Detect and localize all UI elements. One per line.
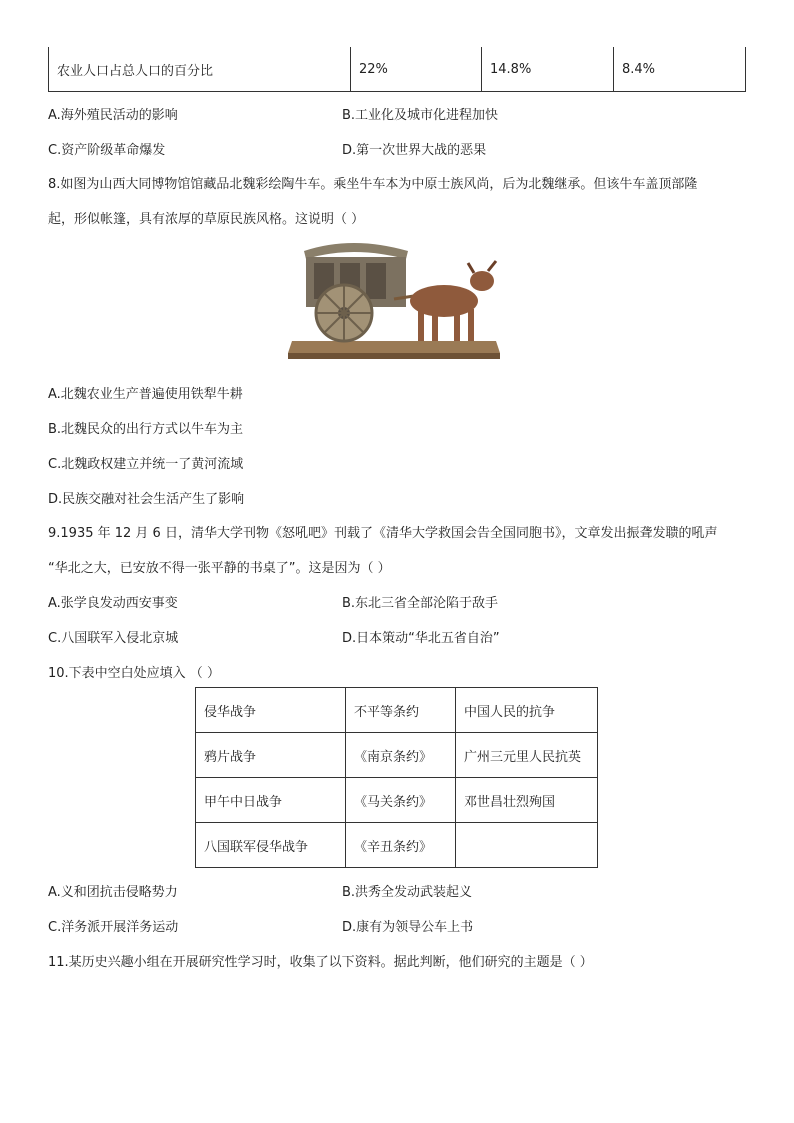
q10-option-a: A.义和团抗击侵略势力 bbox=[48, 885, 178, 900]
q8-stem-line2: 起，形似帐篷，具有浓厚的草原民族风格。这说明（ ） bbox=[48, 212, 365, 227]
table-cell: 《南京条约》 bbox=[346, 733, 456, 778]
table-cell: 中国人民的抗争 bbox=[456, 688, 598, 733]
q9-option-a: A.张学良发动西安事变 bbox=[48, 596, 178, 611]
table-row bbox=[196, 823, 598, 868]
q9-option-d: D.日本策动“华北五省自治” bbox=[342, 631, 500, 646]
war-treaty-table bbox=[195, 687, 598, 868]
q10-option-b: B.洪秀全发动武装起义 bbox=[342, 885, 473, 900]
q9-option-b: B.东北三省全部沦陷于敌手 bbox=[342, 596, 499, 611]
ox-cart-icon bbox=[284, 237, 502, 361]
q9-stem-line2: “华北之大，已安放不得一张平静的书桌了”。这是因为（ ） bbox=[48, 561, 391, 576]
q7-option-d: D.第一次世界大战的恶果 bbox=[342, 143, 487, 158]
q10-option-c: C.洋务派开展洋务运动 bbox=[48, 920, 179, 935]
q7-option-b: B.工业化及城市化进程加快 bbox=[342, 108, 499, 123]
table-row bbox=[196, 733, 598, 778]
q9-stem-line1: 9.1935 年 12 月 6 日，清华大学刊物《怒吼吧》刊载了《清华大学救国会告全国同胞书》，文章发出振聋发聩的吼声 bbox=[48, 526, 718, 541]
table-cell: 《辛丑条约》 bbox=[346, 823, 456, 868]
q9-option-c: C.八国联军入侵北京城 bbox=[48, 631, 179, 646]
q10-stem: 10.下表中空白处应填入 （ ） bbox=[48, 666, 220, 681]
q8-option-a: A.北魏农业生产普遍使用铁犁牛耕 bbox=[48, 387, 243, 402]
table-row bbox=[49, 47, 746, 92]
table-cell: 不平等条约 bbox=[346, 688, 456, 733]
table-cell: 《马关条约》 bbox=[346, 778, 456, 823]
q8-option-c: C.北魏政权建立并统一了黄河流域 bbox=[48, 457, 244, 472]
table-cell: 22% bbox=[351, 47, 482, 92]
q11-stem: 11.某历史兴趣小组在开展研究性学习时，收集了以下资料。据此判断，他们研究的主题是（ ） bbox=[48, 955, 593, 970]
population-table bbox=[48, 47, 746, 92]
q8-stem-line1: 8.如图为山西大同博物馆馆藏品北魏彩绘陶牛车。乘坐牛车本为中原士族风尚，后为北魏继承。但该牛车盖顶部隆 bbox=[48, 177, 698, 192]
q7-option-a: A.海外殖民活动的影响 bbox=[48, 108, 178, 123]
q7-option-c: C.资产阶级革命爆发 bbox=[48, 143, 166, 158]
table-cell: 甲午中日战争 bbox=[196, 778, 346, 823]
table-cell: 农业人口占总人口的百分比 bbox=[49, 47, 351, 92]
table-cell: 14.8% bbox=[482, 47, 614, 92]
table-cell: 鸦片战争 bbox=[196, 733, 346, 778]
q10-option-d: D.康有为领导公车上书 bbox=[342, 920, 474, 935]
table-row bbox=[196, 778, 598, 823]
blank-cell bbox=[456, 823, 598, 868]
table-cell: 广州三元里人民抗英 bbox=[456, 733, 598, 778]
q8-option-b: B.北魏民众的出行方式以牛车为主 bbox=[48, 422, 244, 437]
table-cell: 八国联军侵华战争 bbox=[196, 823, 346, 868]
table-row bbox=[196, 688, 598, 733]
q8-option-d: D.民族交融对社会生活产生了影响 bbox=[48, 492, 245, 507]
table-cell: 8.4% bbox=[614, 47, 746, 92]
table-cell: 邓世昌壮烈殉国 bbox=[456, 778, 598, 823]
table-cell: 侵华战争 bbox=[196, 688, 346, 733]
